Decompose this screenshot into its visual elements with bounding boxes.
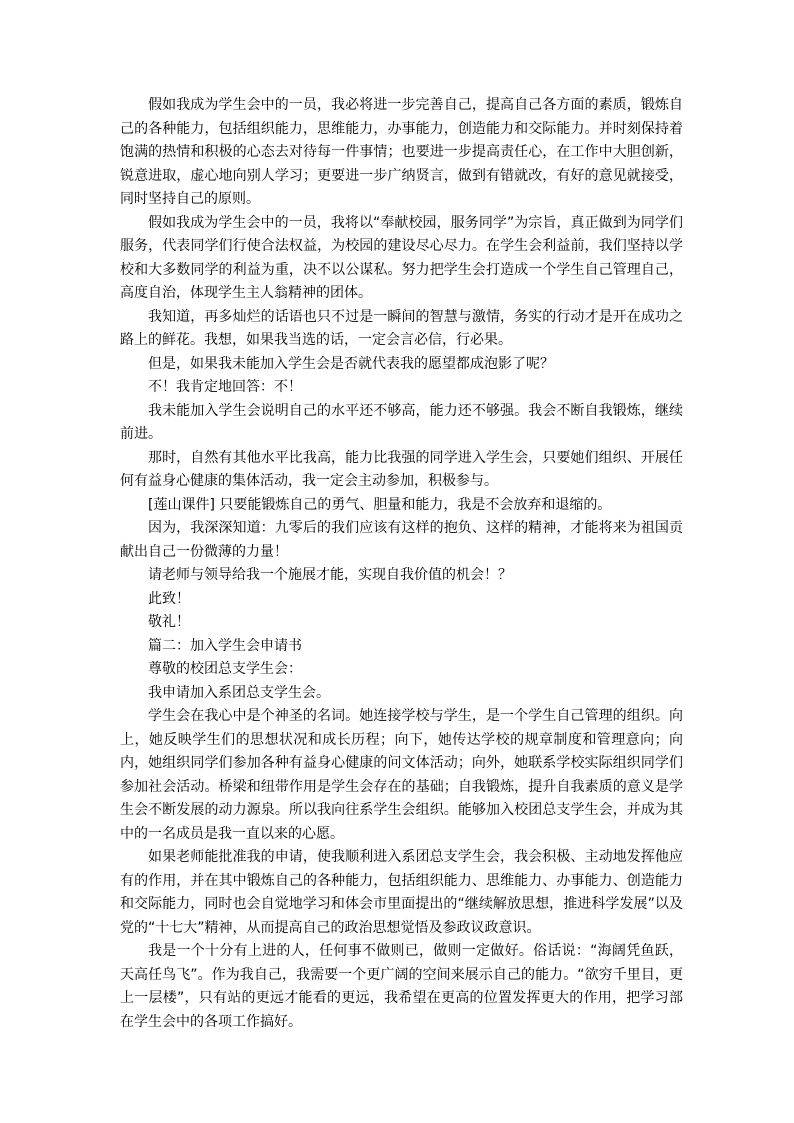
closing-line: 此致！ bbox=[148, 590, 190, 607]
document-body bbox=[120, 94, 683, 1034]
paragraph: 我是一个十分有上进的人，任何事不做则已，做则一定做好。俗话说：“海阔凭鱼跃，天高任鸟飞”。作为我自己，我需要一个更广阔的空间来展示自己的能力。“欲穷千里目，更上一层楼”，只有站的更远才能看的更远，我希望在更高的位置发挥更大的作用，把学习部在学生会中的各项工作搞好。 bbox=[120, 943, 683, 1030]
paragraph: 假如我成为学生会中的一员，我将以“奉献校园，服务同学”为宗旨，真正做到为同学们服务，代表同学们行使合法权益，为校园的建设尽心尽力。在学生会利益前，我们坚持以学校和大多数同学的利益为重，决不以公谋私。努力把学生会打造成一个学生自己管理自己，高度自治，体现学生主人翁精神的团体。 bbox=[120, 214, 683, 301]
paragraph: 因为，我深深知道：九零后的我们应该有这样的抱负、这样的精神，才能将来为祖国贡献出自己一份微薄的力量！ bbox=[120, 520, 683, 560]
paragraph: [莲山课件] 只要能锻炼自己的勇气、胆量和能力，我是不会放弃和退缩的。 bbox=[148, 496, 612, 513]
section-heading: 篇二：加入学生会申请书 bbox=[148, 637, 302, 654]
paragraph: 我申请加入系团总支学生会。 bbox=[148, 684, 330, 701]
salutation: 尊敬的校团总支学生会： bbox=[148, 661, 302, 677]
paragraph: 学生会在我心中是个神圣的名词。她连接学校与学生，是一个学生自己管理的组织。向上，她反映学生们的思想状况和成长历程；向下，她传达学校的规章制度和管理意向；向内，她组织同学们参加各种有益身心健康的问文体活动；向外，她联系学校实际组织同学们参加社会活动。桥梁和纽带作用是学生会存在的基础；自我锻炼，提升自我素质的意义是学生会不断发展的动力源泉。所以我向往系学生会组织。能够加入校团总支学生会，并成为其中的一名成员是我一直以来的心愿。 bbox=[120, 708, 683, 842]
paragraph: 假如我成为学生会中的一员，我必将进一步完善自己，提高自己各方面的素质，锻炼自己的各种能力，包括组织能力，思维能力，办事能力，创造能力和交际能力。并时刻保持着饱满的热情和积极的心态去对待每一件事情；也要进一步提高责任心，在工作中大胆创新，锐意进取，虚心地向别人学习；更要进一步广纳贤言，做到有错就改，有好的意见就接受，同时坚持自己的原则。 bbox=[120, 97, 683, 207]
paragraph: 请老师与领导给我一个施展才能，实现自我价值的机会！？ bbox=[148, 567, 512, 583]
paragraph: 我未能加入学生会说明自己的水平还不够高，能力还不够强。我会不断自我锻炼，继续前进。 bbox=[120, 402, 683, 442]
closing-line: 敬礼！ bbox=[148, 614, 190, 630]
paragraph: 我知道，再多灿烂的话语也只不过是一瞬间的智慧与激情，务实的行动才是开在成功之路上的鲜花。我想，如果我当选的话，一定会言必信，行必果。 bbox=[120, 308, 683, 348]
paragraph: 但是，如果我未能加入学生会是否就代表我的愿望都成泡影了呢？ bbox=[148, 355, 554, 372]
paragraph: 如果老师能批准我的申请，使我顺利进入系团总支学生会，我会积极、主动地发挥他应有的作用，并在其中锻炼自己的各种能力，包括组织能力、思维能力、办事能力、创造能力和交际能力，同时也会自觉地学习和体会市里面提出的“继续解放思想，推进科学发展”以及党的“十七大”精神，从而提高自己的政治思想觉悟及参政议政意识。 bbox=[120, 849, 683, 936]
paragraph: 那时，自然有其他水平比我高，能力比我强的同学进入学生会，只要她们组织、开展任何有益身心健康的集体活动，我一定会主动参加，积极参与。 bbox=[120, 449, 683, 489]
paragraph: 不！我肯定地回答：不！ bbox=[148, 379, 302, 395]
